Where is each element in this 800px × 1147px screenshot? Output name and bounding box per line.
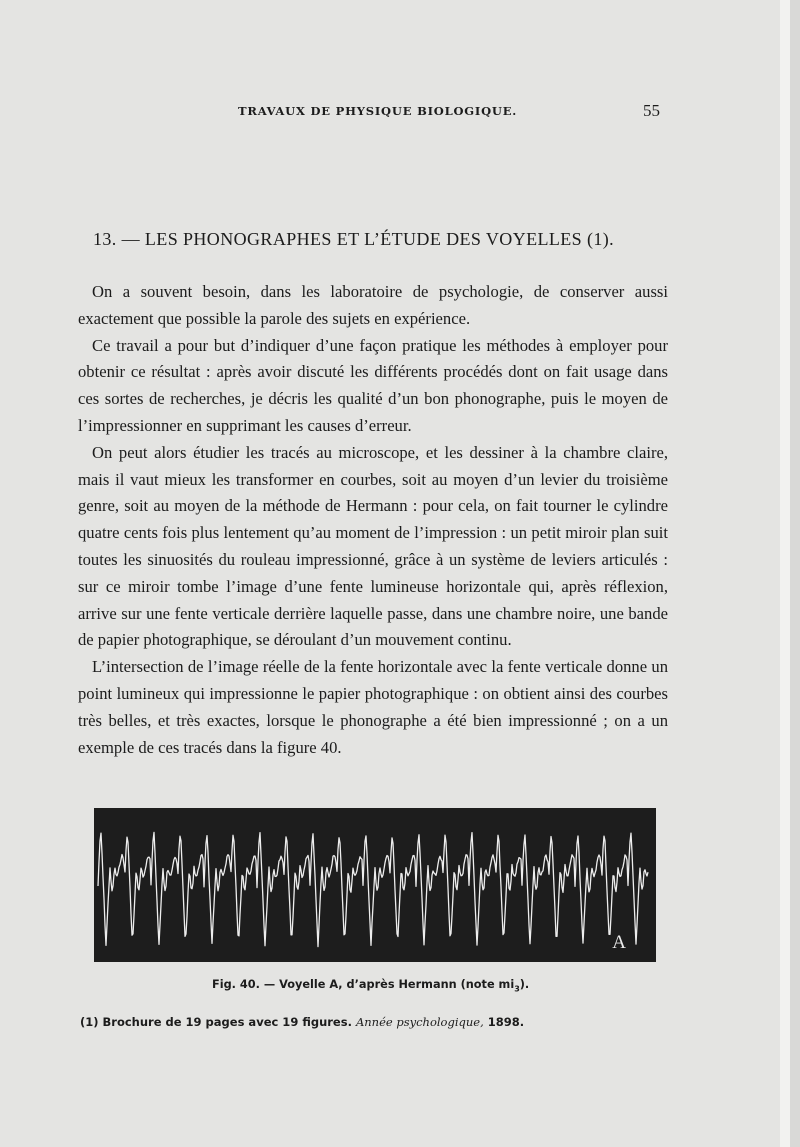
footnote-year: 1898. xyxy=(487,1015,525,1029)
figure-letter: A xyxy=(612,932,626,953)
running-head: TRAVAUX DE PHYSIQUE BIOLOGIQUE. xyxy=(238,104,518,118)
caption-subscript: 3 xyxy=(514,984,520,994)
page-number: 55 xyxy=(643,101,660,120)
section-title: 13. — LES PHONOGRAPHES ET L’ÉTUDE DES VOYELLES (1). xyxy=(93,229,615,249)
waveform-trace xyxy=(98,832,648,946)
footnote xyxy=(80,1015,524,1029)
footnote-text: (1) Brochure de 19 pages avec 19 figures. xyxy=(80,1015,352,1029)
paragraph: Ce travail a pour but d’indiquer d’une façon pratique les méthodes à employer pour obtenir ce résultat : après avoir discuté les différents procédés dont on fait usage dans ces sortes de recherches, je décris les qualité d’un bon phonographe, puis le moyen de l’impressionner en supprimant les causes d’erreur. xyxy=(78,335,668,435)
caption-end: ). xyxy=(519,978,530,991)
footnote-journal: Année psychologique, xyxy=(355,1015,484,1029)
body-text xyxy=(78,279,668,761)
paragraph: On peut alors étudier les tracés au microscope, et les dessiner à la chambre claire, mais il vaut mieux les transformer en courbes, soit au moyen d’un levier du troisième genre, soit au moyen de la méthode de Hermann : pour cela, on fait tourner le cylindre quatre cents fois plus lentement qu’au moment de l’impression : un petit miroir plan suit toutes les sinuosités du rouleau impressionné, grâce à un système de leviers articulés : sur ce miroir tombe l’image d’une fente lumineuse horizontale qui, après réflexion, arrive sur une fente verticale derrière laquelle passe, dans une chambre noire, une bande de papier photographique, se déroulant d’un mouvement continu. xyxy=(78,442,668,650)
figure-caption xyxy=(212,978,529,993)
figure-waveform xyxy=(94,808,656,962)
caption-text: Fig. 40. — Voyelle A, d’après Hermann (note mi xyxy=(212,978,515,991)
paragraph: L’intersection de l’image réelle de la fente horizontale avec la fente verticale donne un point lumineux qui impressionne le papier photographique : on obtient ainsi des courbes très belles, et très exactes, lorsque le phonographe a été bien impressionné ; on a un exemple de ces tracés dans la figure 40. xyxy=(78,657,668,757)
paragraph: On a souvent besoin, dans les laboratoire de psychologie, de conserver aussi exactement que possible la parole des sujets en expérience. xyxy=(78,282,668,328)
page-edge xyxy=(780,0,790,1147)
waveform-graphic xyxy=(94,808,656,962)
